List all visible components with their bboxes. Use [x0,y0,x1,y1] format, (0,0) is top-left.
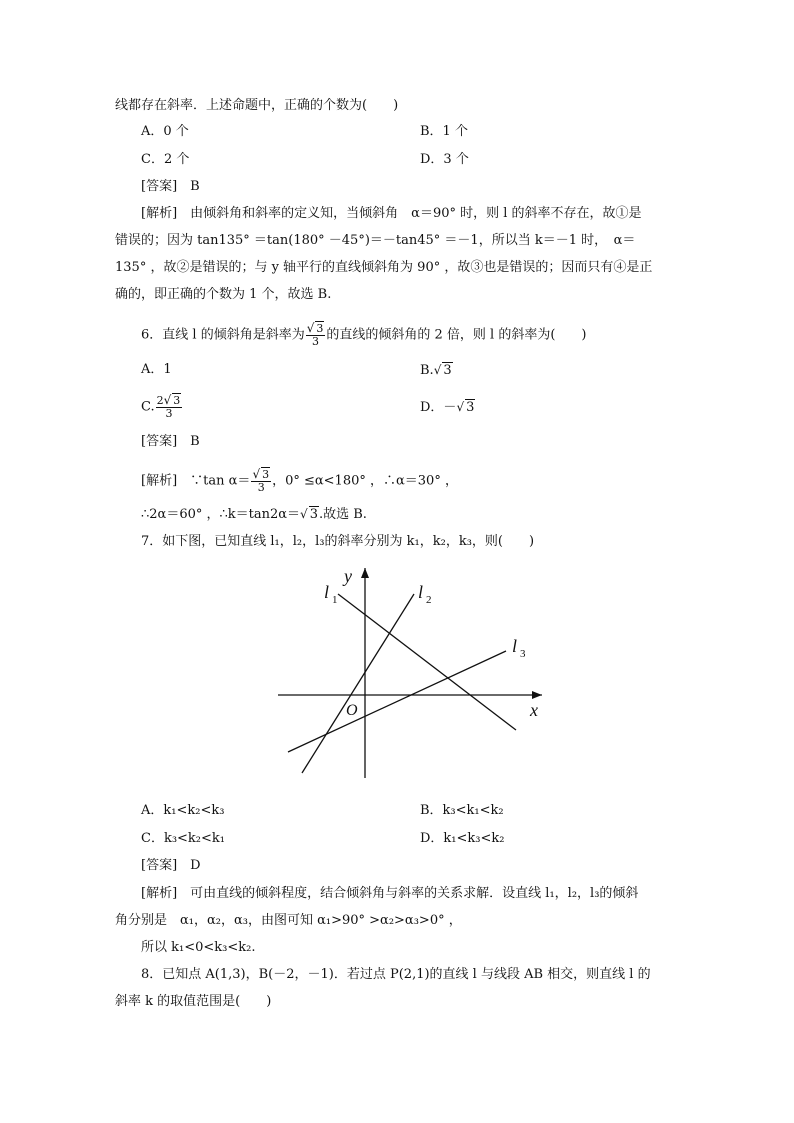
answer-value: B [190,434,200,449]
q6-option-c [141,394,183,420]
fraction-denominator: 3 [312,335,320,348]
explanation-text: ，0° ≤α<180° ，∴α＝30° ， [272,473,458,489]
l2-label: l [418,582,424,602]
answer-value: B [190,179,200,194]
q5-option-b: B．1 个 [420,124,468,139]
explanation-tag: [解析] [141,206,178,221]
radicand: 3 [466,400,475,415]
q6-explanation-line-1 [141,468,458,494]
answer-tag: [答案] [141,179,178,194]
explanation-text: 由倾斜角和斜率的定义知，当倾斜角 α＝90° 时，则 l 的斜率不存在，故①是 [190,206,642,221]
explanation-tag: [解析] [141,473,178,489]
explanation-tag: [解析] [141,886,178,901]
fraction-denominator: 3 [257,481,265,494]
q7-stem: 7．如下图，已知直线 l₁，l₂，l₃的斜率分别为 k₁，k₂，k₃，则( ) [141,534,535,549]
q7-explanation-line-2: 角分别是 α₁，α₂，α₃，由图可知 α₁>90° >α₂>α₃>0° ， [115,913,462,928]
answer-tag: [答案] [141,858,178,873]
radicand: 3 [443,363,452,378]
q7-option-d: D．k₁<k₃<k₂ [420,831,505,846]
q6-stem [141,322,586,348]
sqrt-icon: √ [300,507,308,521]
option-label: D．－ [420,400,457,415]
l3-label: l [512,636,518,656]
option-label: B. [420,363,434,378]
radicand: 3 [309,507,318,522]
y-axis-label: y [344,566,352,586]
line-l2 [302,594,414,773]
line-l3 [288,651,506,752]
q7-explanation-line-1 [141,884,638,904]
q6-answer [141,432,200,452]
q7-option-c: C．k₃<k₂<k₁ [141,831,225,846]
q6-stem-pre: 6．直线 l 的倾斜角是斜率为 [141,327,305,343]
q7-option-b: B．k₃<k₁<k₂ [420,803,504,818]
fraction-numerator: 3 [316,322,324,335]
q7-explanation-line-3: 所以 k₁<0<k₃<k₂. [141,940,256,955]
l1-subscript: 1 [332,594,338,606]
q5-explanation-line-4: 确的，即正确的个数为 1 个，故选 B. [115,287,332,302]
y-axis-arrow-icon [361,568,369,578]
explanation-text: ∴2α＝60° ，∴k＝tan2α＝ [141,507,301,522]
q8-stem-line-2: 斜率 k 的取值范围是( ) [115,994,272,1009]
q6-fraction: $\frac{√ 3}{3}$ [306,321,324,348]
q6-stem-post: 的直线的倾斜角的 2 倍，则 l 的斜率为( ) [326,327,587,343]
l1-label: l [324,582,330,602]
radicand: 3 [173,394,181,407]
q6-explanation-line-2 [141,504,367,525]
q6-option-b [420,360,453,381]
coefficient: 2 [156,394,164,407]
q5-option-c: C．2 个 [141,152,190,167]
origin-label: O [346,702,358,719]
q8-stem-line-1: 8．已知点 A(1,3)，B(－2，－1)．若过点 P(2,1)的直线 l 与线段 AB 相交，则直线 l 的 [141,967,651,982]
l3-subscript: 3 [520,648,526,660]
q5-option-d: D．3 个 [420,152,469,167]
q5-explanation-line-2: 错误的；因为 tan135° ＝tan(180° －45°)＝－tan45° ＝－1，所以当 k＝－1 时， α＝ [115,233,636,248]
q6-option-a: A．1 [141,362,172,377]
sqrt-icon: √ [433,363,442,377]
option-c-fraction: $\frac{2√ 3}{3}$ [156,393,181,420]
fraction-numerator: 3 [262,468,270,481]
q6-option-d [420,397,475,418]
q7-answer [141,856,201,876]
q7-lines-figure [270,560,560,790]
explanation-text: ∵tan α＝ [190,473,251,489]
q5-explanation-line-1 [141,204,642,224]
l2-subscript: 2 [426,594,432,606]
explanation-text: .故选 B. [318,507,367,522]
explanation-fraction: $\frac{√ 3}{3}$ [252,467,270,494]
q5-explanation-line-3: 135° ，故②是错误的；与 y 轴平行的直线倾斜角为 90° ，故③也是错误的；因而只有④是正 [115,260,653,275]
sqrt-icon: √ [456,400,465,414]
option-label: C. [141,399,155,415]
q5-answer [141,177,200,197]
x-axis-arrow-icon [532,691,542,699]
q5-stem-tail: 线都存在斜率．上述命题中，正确的个数为( ) [115,98,399,113]
q5-option-a: A．0 个 [141,124,189,139]
answer-value: D [190,858,201,873]
q7-option-a: A．k₁<k₂<k₃ [141,803,225,818]
x-axis-label: x [530,700,538,720]
explanation-text: 可由直线的倾斜程度，结合倾斜角与斜率的关系求解．设直线 l₁，l₂，l₃的倾斜 [190,886,639,901]
answer-tag: [答案] [141,434,178,449]
fraction-denominator: 3 [165,407,173,420]
